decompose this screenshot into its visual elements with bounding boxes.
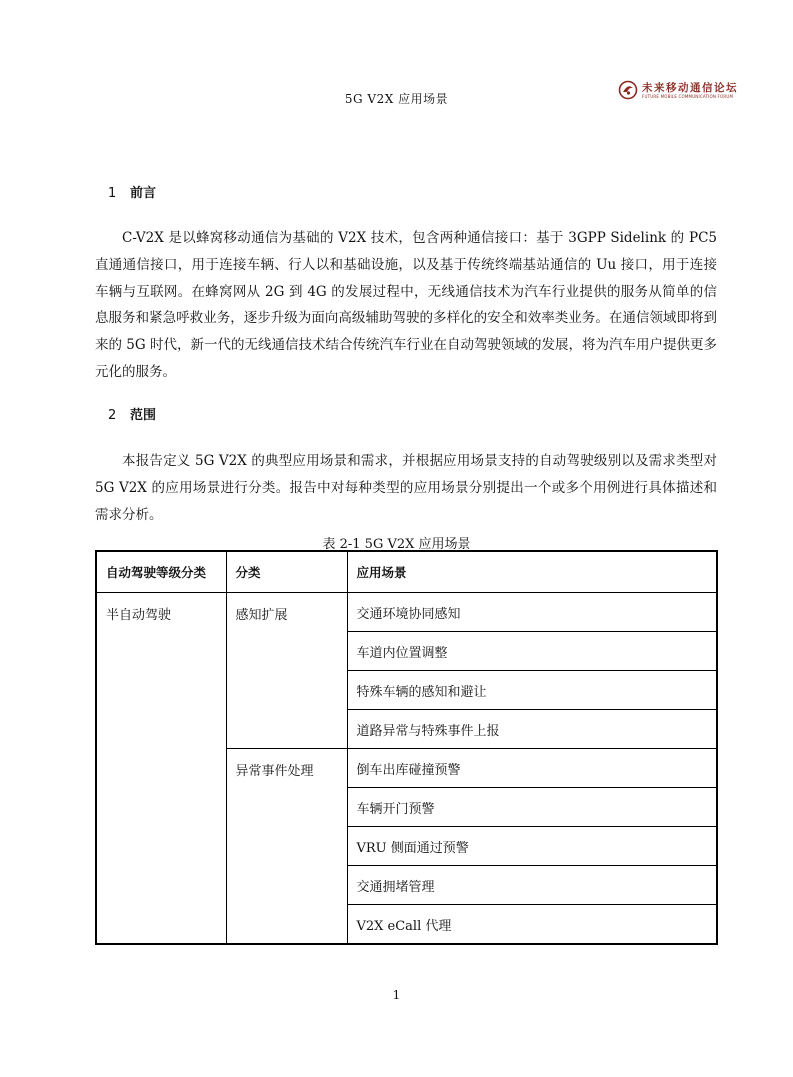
section-1-paragraph: C-V2X 是以蜂窝移动通信为基础的 V2X 技术，包含两种通信接口：基于 3GPP Sidelink 的 PC5 直通通信接口，用于连接车辆、行人以和基础设施，以及基于传统终端基站通信的 Uu 接口，用于连接车辆与互联网。在蜂窝网从 2G 到 4G 的发展过程中，无线通信技术为汽车行业提供的服务从简单的信息服务和紧急呼救业务，逐步升级为面向高级辅助驾驶的多样化的安全和效率类业务。在通信领域即将到来的 5G 时代，新一代的无线通信技术结合传统汽车行业在自动驾驶领域的发展，将为汽车用户提供更多元化的服务。	[95, 230, 717, 380]
scenario-cell: 车辆开门预警	[347, 788, 717, 827]
category-cell: 感知扩展	[226, 593, 347, 749]
forum-logo	[618, 80, 736, 102]
scenario-cell: V2X eCall 代理	[347, 905, 717, 945]
header-level: 自动驾驶等级分类	[96, 551, 226, 593]
header-category: 分类	[226, 551, 347, 593]
scenario-table	[95, 550, 718, 945]
table-row	[96, 593, 717, 632]
section-2-heading	[108, 404, 156, 423]
section-2-paragraph: 本报告定义 5G V2X 的典型应用场景和需求，并根据应用场景支持的自动驾驶级别以及需求类型对 5G V2X 的应用场景进行分类。报告中对每种类型的应用场景分别提出一个或多个用例进行具体描述和需求分析。	[95, 453, 717, 523]
header-scenario: 应用场景	[347, 551, 717, 593]
scenario-cell: 特殊车辆的感知和避让	[347, 671, 717, 710]
scenario-cell: VRU 侧面通过预警	[347, 827, 717, 866]
scenario-cell: 交通拥堵管理	[347, 866, 717, 905]
section-1-title: 前言	[130, 186, 157, 201]
header-title: 5G V2X 应用场景	[344, 92, 449, 106]
logo-english-name: FUTURE MOBILE COMMUNICATION FORUM	[642, 94, 734, 99]
level-cell: 半自动驾驶	[96, 593, 226, 945]
table-caption: 表 2-1 5G V2X 应用场景	[322, 537, 471, 552]
section-1-heading	[108, 182, 156, 201]
scenario-cell: 倒车出库碰撞预警	[347, 749, 717, 788]
page-number: 1	[392, 988, 401, 1002]
section-2-number: 2	[108, 408, 117, 423]
logo-chinese-name: 未来移动通信论坛	[642, 82, 738, 94]
table-header-row	[96, 551, 717, 593]
section-1-number: 1	[108, 186, 117, 201]
forum-logo-icon	[618, 80, 638, 100]
scenario-cell: 道路异常与特殊事件上报	[347, 710, 717, 749]
scenario-cell: 车道内位置调整	[347, 632, 717, 671]
section-2-title: 范围	[130, 408, 157, 423]
category-cell: 异常事件处理	[226, 749, 347, 945]
scenario-cell: 交通环境协同感知	[347, 593, 717, 632]
